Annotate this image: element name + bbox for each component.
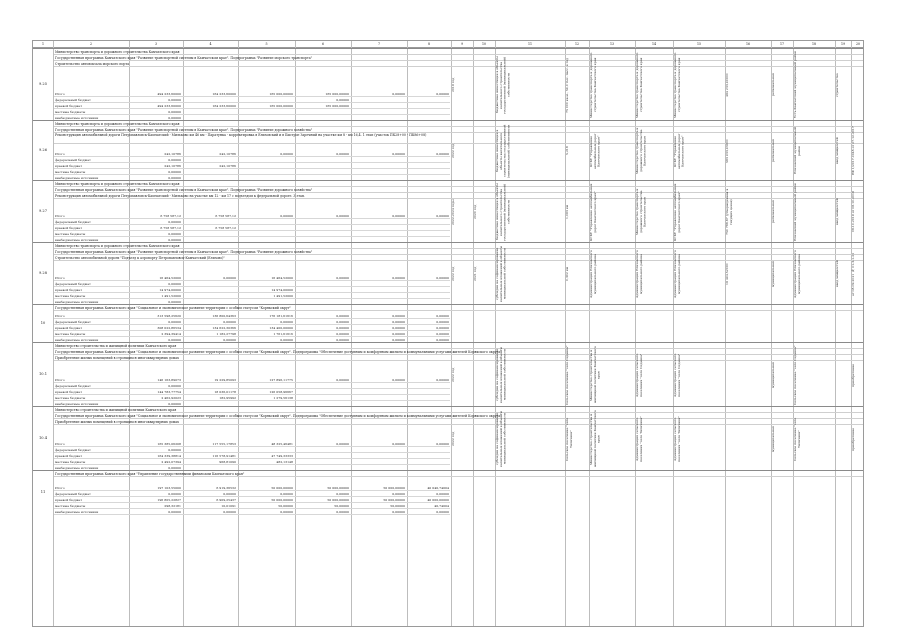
funding-source-label: внебюджетные источники [55, 466, 99, 470]
funding-source-label: местные бюджеты [55, 460, 86, 464]
column-header: 10 [481, 42, 487, 46]
amount-cell: 0,00000 [436, 492, 449, 496]
row-number: 10.1 [38, 372, 47, 376]
amount-cell: 182,95992 [219, 396, 236, 400]
amount-cell: 0,00000 [223, 492, 236, 496]
amount-cell: 494 233,60000 [157, 104, 181, 108]
amount-cell: 0,00000 [336, 338, 349, 342]
row-number: 9.25 [38, 82, 47, 86]
rotated-cell: Администрация Елизовского муниципального района [793, 250, 801, 298]
funding-source-label: Итого [55, 486, 65, 490]
amount-cell: 313 598,25620 [157, 314, 181, 318]
funding-source-label: краевой бюджет [55, 326, 83, 330]
amount-cell: 50,00000 [278, 504, 293, 508]
funding-source-label: внебюджетные источники [55, 116, 99, 120]
amount-cell: 1 279,56138 [273, 396, 293, 400]
funding-source-label: федеральный бюджет [55, 158, 91, 162]
amount-cell: 0,00000 [336, 314, 349, 318]
column-header: 16 [745, 42, 751, 46]
rotated-cell: приобретение [851, 427, 855, 451]
rotated-cell: Усть-Камчатский муниципальный район [793, 51, 797, 119]
program-block [33, 406, 863, 470]
rotated-cell: 750 788,87 (утвержденная в текущих ценах) [725, 188, 733, 236]
rotated-cell: субсидии на софинансирование капитальных вложений в объекты муниципальной собственности [495, 410, 507, 468]
rotated-cell: КГКУ "Управление автомобильных дорог Камчатского края" [589, 183, 597, 241]
column-header: 4 [209, 42, 212, 46]
rotated-cell: субсидии на софинансирование капитальных вложений в объекты муниципальной собственности [495, 346, 507, 404]
funding-source-label: местные бюджеты [55, 110, 86, 114]
amount-cell: 50 000,00000 [327, 486, 349, 490]
row-number: 9.26 [38, 148, 47, 152]
amount-cell: 0,00000 [436, 510, 449, 514]
rotated-cell: региональная [771, 200, 775, 224]
amount-cell: 19 229,85093 [214, 378, 236, 382]
amount-cell: 494 233,60000 [157, 92, 181, 96]
amount-cell: 0,00000 [436, 320, 449, 324]
amount-cell: 0,00000 [336, 276, 349, 280]
rotated-cell: муниципальная [771, 426, 775, 452]
column-header: 11 [527, 42, 533, 46]
rotated-cell: КГКУ "Управление автомобильных дорог Камчатского края" [589, 133, 601, 169]
amount-cell: 242,10786 [219, 152, 236, 156]
amount-cell: 0,00000 [392, 152, 405, 156]
rotated-cell: Администрация Елизовского муниципального района [589, 250, 597, 298]
amount-cell: 0,00000 [392, 332, 405, 336]
amount-cell: 0,00000 [168, 176, 181, 180]
funding-source-label: местные бюджеты [55, 294, 86, 298]
amount-cell: 0,00000 [436, 332, 449, 336]
funding-source-label: внебюджетные источники [55, 510, 99, 514]
amount-cell: 2 462,92023 [161, 396, 181, 400]
amount-cell: 0,00000 [392, 92, 405, 96]
rotated-cell: 08.10.2019 от 08.10.2019 [851, 191, 855, 233]
funding-source-label: краевой бюджет [55, 454, 83, 458]
amount-cell: 0,00000 [223, 338, 236, 342]
rotated-cell: ЕФ 1/2017-0048 от 27.12.2017 [851, 126, 855, 176]
amount-cell: 0,00000 [168, 282, 181, 286]
row-number: 9.27 [38, 209, 47, 213]
object-title: Государственная программа Камчатского края "Управление государственными финансами Камчатского края" [54, 471, 863, 477]
rotated-cell: ввод мощностей [835, 137, 839, 165]
column-header: 1 [41, 42, 45, 46]
amount-cell: 0,00000 [168, 232, 181, 236]
amount-cell: 48 325,46481 [271, 442, 293, 446]
rotated-cell: ввод мощностей [835, 260, 839, 288]
funding-source-label: внебюджетные источники [55, 338, 99, 342]
funding-row [54, 509, 450, 515]
rotated-cell: ввод мощностей [835, 198, 839, 226]
amount-cell: 164 339,38814 [157, 454, 181, 458]
amount-cell: 0,00000 [280, 214, 293, 218]
amount-cell: 308 022,86534 [157, 326, 181, 330]
funding-source-label: федеральный бюджет [55, 448, 91, 452]
amount-cell: 0,00000 [168, 338, 181, 342]
amount-cell: 0,00000 [168, 448, 181, 452]
rotated-cell: Сельское поселение "село Тиличики" [793, 417, 801, 461]
amount-cell: 0,00000 [336, 378, 349, 382]
row-number: 11 [40, 490, 46, 494]
column-header: 12 [574, 42, 580, 46]
program-title: Государственная программа Камчатского края "Развитие транспортной системы в Камчатском крае". Подпрограмма "Развитие морского транспорта" [54, 55, 863, 61]
amount-cell: 0,00000 [336, 152, 349, 156]
row-number: 9.28 [38, 271, 47, 275]
amount-cell: 0,00000 [436, 152, 449, 156]
object-title: Реконструкция автомобильной дороги Петропавловск-Камчатский - Мильково на участке км 12 - км 17 с подъездом к федеральной дороге. 3 этап. [54, 193, 863, 199]
amount-cell: 197 103,55000 [157, 486, 181, 490]
program-block [33, 120, 863, 180]
rotated-cell: 2022 год [451, 367, 455, 383]
rotated-cell: от 08.09.2021 № 01-3-1-21 [851, 252, 855, 296]
column-header: 3 [154, 42, 158, 46]
column-header: 8 [427, 42, 431, 46]
amount-cell: 242,10786 [164, 164, 181, 168]
funding-source-label: федеральный бюджет [55, 220, 91, 224]
ministry-title: Министерство строительства и жилищной политики Камчатского края [54, 343, 863, 349]
amount-cell: 968,81090 [219, 460, 236, 464]
program-title: Государственная программа Камчатского края "Развитие транспортной системы в Камчатском крае". Подпрограмма "Развитие дорожного хозяйства" [54, 249, 863, 255]
rotated-cell: 2021 год [473, 266, 477, 282]
amount-cell: 0,00000 [223, 510, 236, 514]
amount-cell: 117 555,17853 [212, 442, 236, 446]
amount-cell: 0,00000 [280, 338, 293, 342]
funding-source-label: местные бюджеты [55, 504, 86, 508]
column-header: 2 [89, 42, 93, 46]
funding-source-label: внебюджетные источники [55, 176, 99, 180]
ministry-title: Министерство транспорта и дорожного строительства Камчатского края [54, 49, 863, 55]
rotated-cell: 583 633,63000 [725, 139, 729, 163]
rotated-cell: 1,093 км [565, 204, 569, 220]
amount-cell: 50 000,00000 [383, 498, 405, 502]
amount-cell: 0,00000 [280, 320, 293, 324]
rotated-cell: КГКУ "Управление автомобильных дорог Камчатского края" [673, 183, 681, 241]
funding-source-label: Итого [55, 152, 65, 156]
amount-cell: 0,00000 [168, 158, 181, 162]
amount-cell: 6 758 587,12 [215, 214, 236, 218]
rotated-cell: 5,218 [565, 146, 569, 156]
column-header: 15 [696, 42, 702, 46]
amount-cell: 0,00000 [436, 214, 449, 218]
amount-cell: 1 491,52000 [161, 294, 181, 298]
ministry-title: Министерство транспорта и дорожного строительства Камчатского края [54, 121, 863, 127]
column-header: 18 [811, 42, 817, 46]
amount-cell: 18 036,01178 [214, 390, 236, 394]
column-header: 17 [779, 42, 785, 46]
amount-cell: 0,00000 [392, 378, 405, 382]
amount-cell: 165 000,00000 [269, 104, 293, 108]
program-block [33, 48, 863, 120]
amount-cell: 6 758 587,12 [160, 226, 181, 230]
amount-cell: 176 181,61616 [269, 314, 293, 318]
amount-cell: 242,10786 [164, 152, 181, 156]
amount-cell: 146 163,89073 [157, 378, 181, 382]
funding-source-label: Итого [55, 442, 65, 446]
funding-source-label: местные бюджеты [55, 396, 86, 400]
rotated-cell: Министерство транспорта и дорожного строительства Камчатского края [673, 52, 681, 118]
amount-cell: 0,00000 [392, 214, 405, 218]
amount-cell: 50 000,00000 [271, 486, 293, 490]
rotated-cell: Министерство транспорта и дорожного строительства Камчатского края [589, 52, 597, 118]
amount-cell: 1 761,61616 [273, 332, 293, 336]
amount-cell: 0,00000 [392, 510, 405, 514]
amount-cell: 0,00000 [336, 510, 349, 514]
amount-cell: 2 492,07394 [161, 460, 181, 464]
amount-cell: 0,00000 [280, 492, 293, 496]
amount-cell: 6 909,25437 [216, 498, 236, 502]
column-header-row [33, 41, 863, 48]
rotated-cell: Администрация Елизовского муниципального района [635, 250, 643, 298]
amount-cell: 1 182,27798 [216, 332, 236, 336]
rotated-cell: Администрация Елизовского муниципального района [673, 250, 681, 298]
amount-cell: 14 974,00000 [159, 288, 181, 292]
rotated-cell: 2022 год [451, 143, 455, 159]
funding-source-label: федеральный бюджет [55, 98, 91, 102]
amount-cell: 47 749,33333 [271, 454, 293, 458]
funding-source-label: краевой бюджет [55, 498, 83, 502]
rotated-cell: 2020 год [473, 204, 477, 220]
amount-cell: 165 000,00000 [325, 104, 349, 108]
amount-cell: 0,00000 [392, 314, 405, 318]
column-header: 9 [460, 42, 464, 46]
amount-cell: 0,00000 [168, 466, 181, 470]
funding-source-label: краевой бюджет [55, 164, 83, 168]
rotated-cell: субсидии на софинансирование капитальных вложений в объекты муниципальной собственности [495, 245, 507, 303]
amount-cell: 0,00000 [436, 442, 449, 446]
amount-cell: 0,00000 [223, 320, 236, 324]
rotated-cell: бюджетные инвестиции в объекты капитального строительства государственной (муниципальной) собственности [495, 183, 511, 241]
amount-cell: 0,00000 [168, 110, 181, 114]
column-header: 7 [377, 42, 381, 46]
funding-source-label: федеральный бюджет [55, 282, 91, 286]
rotated-cell: 2022 год [451, 266, 455, 282]
column-header: 14 [651, 42, 657, 46]
rotated-cell: региональная [771, 139, 775, 163]
rotated-cell: 2022 год [451, 431, 455, 447]
amount-cell: 0,00000 [168, 510, 181, 514]
program-title: Государственная программа Камчатского края "Развитие транспортной системы в Камчатском крае". Подпрограмма "Развитие дорожного хозяйства" [54, 187, 863, 193]
object-title: Строительство автовокзала морского порта [54, 61, 863, 67]
column-header: 6 [321, 42, 325, 46]
amount-cell: 242,10786 [219, 164, 236, 168]
amount-cell: 0,00000 [168, 384, 181, 388]
amount-cell: 0,00000 [392, 326, 405, 330]
rotated-cell: строительство [835, 73, 839, 97]
funding-source-label: местные бюджеты [55, 332, 86, 336]
amount-cell: 127 896,11775 [269, 378, 293, 382]
funding-source-label: местные бюджеты [55, 170, 86, 174]
amount-cell: 1 491,52000 [273, 294, 293, 298]
amount-cell: 6 919,36532 [216, 486, 236, 490]
amount-cell: 6 758 587,12 [160, 214, 181, 218]
amount-cell: 2 394,39414 [161, 332, 181, 336]
amount-cell: 6 758 587,12 [215, 226, 236, 230]
object-title: Строительство автомобильной дороги "Подъезд к аэропорту Петропавловск-Камчатский (Елизово)" [54, 255, 863, 261]
amount-cell: 0,00000 [436, 338, 449, 342]
amount-cell: 0,00000 [436, 326, 449, 330]
amount-cell: 0,00000 [168, 492, 181, 496]
amount-cell: 50 000,00000 [271, 498, 293, 502]
rotated-cell: 494 233,60000 [725, 73, 729, 97]
program-title: Государственная программа Камчатского края "Развитие транспортной системы в Камчатском крае". Подпрограмма "Развитие дорожного хозяйства" [54, 127, 863, 133]
amount-cell: 0,00000 [280, 152, 293, 156]
rotated-cell: Министерство транспорта и дорожного строительства Камчатского края [635, 52, 643, 118]
funding-source-label: краевой бюджет [55, 390, 83, 394]
amount-cell: 0,00000 [336, 326, 349, 330]
rotated-cell: Администрация сельского поселения "село Тиличики" [673, 416, 681, 462]
amount-cell: 0,00000 [336, 492, 349, 496]
amount-cell: 126 058,96667 [269, 390, 293, 394]
rotated-cell: Министерство транспорта и дорожного строительства Камчатского края [635, 127, 647, 175]
amount-cell: 0,00000 [336, 320, 349, 324]
amount-cell: 40,74004 [434, 504, 449, 508]
ministry-title: Министерство транспорта и дорожного строительства Камчатского края [54, 243, 863, 249]
funding-source-label: местные бюджеты [55, 232, 86, 236]
amount-cell: 14 974,00000 [271, 288, 293, 292]
rotated-cell: КГКУ "Управление автомобильных дорог Камчатского края" [673, 133, 685, 169]
amount-cell: 0,00000 [168, 402, 181, 406]
amount-cell: 144 783,77754 [157, 390, 181, 394]
object-title: Реконструкция автомобильной дороги Петропавловск-Камчатский - Мильково км 46 км - Паратунка - корректировка в Елизовский и в Быстрое Заречный на участке км 8 - км 16,4. 1 этап (участок ПК28+00 - ПК86+08) [54, 133, 863, 144]
amount-cell: 116 578,91481 [212, 454, 236, 458]
funding-source-label: Итого [55, 314, 65, 318]
rotated-cell: приобретение [851, 363, 855, 387]
amount-cell: 165 385,06208 [157, 442, 181, 446]
ministry-title: Министерство строительства и жилищной политики Камчатского края [54, 407, 863, 413]
program-block [33, 304, 863, 342]
rotated-cell: муниципальная [771, 362, 775, 388]
amount-cell: 0,00000 [168, 320, 181, 324]
rotated-cell: муниципальная [771, 261, 775, 287]
funding-source-label: федеральный бюджет [55, 320, 91, 324]
document-table [32, 40, 864, 627]
amount-cell: 165 000,00000 [325, 92, 349, 96]
amount-cell: 50 000,00000 [383, 486, 405, 490]
rotated-cell: 2022-2024 годы [451, 199, 455, 225]
amount-cell: 50,00000 [334, 504, 349, 508]
program-title: Государственная программа Камчатского края "Социальное и экономическое развитие территории с особым статусом "Корякский округ". Подпрограмма "Обеспечение доступным и комфортным жильем и коммунальными услугами жителей Корякского округа" [54, 349, 863, 355]
amount-cell: 134 622,30366 [212, 326, 236, 330]
funding-source-label: Итого [55, 214, 65, 218]
funding-source-label: Итого [55, 276, 65, 280]
amount-cell: 0,00000 [436, 92, 449, 96]
amount-cell: 0,00000 [436, 378, 449, 382]
funding-source-label: краевой бюджет [55, 104, 83, 108]
program-block [33, 470, 863, 514]
funding-source-label: Итого [55, 378, 65, 382]
column-header: 20 [855, 42, 861, 46]
amount-cell: 0,00000 [168, 220, 181, 224]
column-header: 13 [609, 42, 615, 46]
funding-source-label: внебюджетные источники [55, 238, 99, 242]
funding-source-label: федеральный бюджет [55, 492, 91, 496]
rotated-cell: Министерство строительства и жилищной политики Камчатского края [589, 410, 601, 468]
amount-cell: 16 464,52000 [159, 276, 181, 280]
rotated-cell: 0,302 км [565, 266, 569, 282]
amount-cell: 0,00000 [336, 332, 349, 336]
rotated-cell: Министерство транспорта и дорожного строительства Камчатского края [635, 188, 647, 236]
amount-cell: 165 000,00000 [269, 92, 293, 96]
amount-cell: 164 233,60000 [212, 92, 236, 96]
rotated-cell: Сельское поселение "село Тиличики" [565, 417, 573, 461]
rotated-cell: 2019 год [451, 77, 455, 93]
funding-source-label: внебюджетные источники [55, 402, 99, 406]
program-block [33, 242, 863, 304]
ministry-title: Министерство транспорта и дорожного строительства Камчатского края [54, 181, 863, 187]
rotated-cell: 19 464,52000 [725, 263, 729, 285]
column-header: 19 [840, 42, 846, 46]
object-title: Государственная программа Камчатского края "Социальное и экономическое развитие территории с особым статусом "Корякский округ" [54, 305, 863, 311]
amount-cell: 0,00000 [392, 338, 405, 342]
amount-cell: 40 040,74004 [427, 486, 449, 490]
amount-cell: 164 233,60000 [212, 104, 236, 108]
column-header: 5 [265, 42, 268, 46]
amount-cell: 298,32181 [164, 504, 181, 508]
amount-cell: 134 400,00000 [269, 326, 293, 330]
program-title: Государственная программа Камчатского края "Социальное и экономическое развитие территории с особым статусом "Корякский округ". Подпрограмма "Обеспечение доступным и комфортным жильем и коммунальными услугами жителей Корякского округа" [54, 413, 863, 419]
amount-cell: 136 800,64363 [212, 314, 236, 318]
amount-cell: 196 805,22827 [157, 498, 181, 502]
amount-cell: 10,01091 [221, 504, 236, 508]
rotated-cell: Министерство строительства и жилищной политики Камчатского края [589, 346, 601, 404]
funding-source-label: краевой бюджет [55, 288, 83, 292]
amount-cell: 0,00000 [223, 276, 236, 280]
amount-cell: 0,00000 [436, 276, 449, 280]
program-block [33, 180, 863, 242]
funding-source-label: федеральный бюджет [55, 384, 91, 388]
row-number: 10 [40, 321, 46, 325]
rotated-cell: бюджетные инвестиции в объекты капитального строительства государственной (муниципальной) собственности [495, 56, 511, 114]
rotated-cell: Администрация сельского поселения "село Седанка" [635, 353, 643, 397]
amount-cell: 16 464,52000 [271, 276, 293, 280]
amount-cell: 0,00000 [392, 276, 405, 280]
amount-cell: 50 000,00000 [327, 498, 349, 502]
funding-source-label: краевой бюджет [55, 226, 83, 230]
rotated-cell: Сельское поселение "село Седанка" [793, 345, 797, 405]
amount-cell: 0,00000 [436, 314, 449, 318]
amount-cell: 482,13148 [276, 460, 293, 464]
amount-cell: 0,00000 [336, 442, 349, 446]
amount-cell: 0,00000 [168, 238, 181, 242]
rotated-cell: Елизовский муниципальный район [793, 183, 797, 241]
object-title: Приобретение жилых помещений в строящихся многоквартирных домах [54, 419, 863, 425]
rotated-cell: Елизовский муниципальный район [793, 127, 801, 175]
rotated-cell: региональная [771, 73, 775, 97]
amount-cell: 50,00000 [390, 504, 405, 508]
amount-cell: 0,00000 [392, 442, 405, 446]
amount-cell: 0,00000 [392, 492, 405, 496]
amount-cell: 0,00000 [336, 98, 349, 102]
rotated-cell: Сельское поселение "село Седанка" [565, 345, 569, 405]
object-title: Приобретение жилых помещений в строящихся многоквартирных домах [54, 355, 863, 361]
amount-cell: 0,00000 [280, 510, 293, 514]
amount-cell: 0,00000 [168, 98, 181, 102]
amount-cell: 0,00000 [168, 300, 181, 304]
amount-cell: 0,00000 [168, 170, 181, 174]
funding-source-label: внебюджетные источники [55, 300, 99, 304]
amount-cell: 0,00000 [392, 320, 405, 324]
amount-cell: 40 000,00000 [427, 498, 449, 502]
amount-cell: 0,00000 [168, 116, 181, 120]
rotated-cell: Администрация сельского поселения "село Тиличики" [635, 416, 643, 462]
program-block [33, 342, 863, 406]
row-number: 10.4 [38, 436, 47, 440]
rotated-cell: Администрация сельского поселения "село Седанка" [673, 353, 681, 397]
rotated-cell: бюджетные инвестиции в объекты капитального строительства государственной (муниципальной) собственности [495, 124, 511, 178]
rotated-cell: 75 000 кв.м., 56,0 тыс. пасс. в год [565, 57, 569, 113]
funding-source-label: Итого [55, 92, 65, 96]
amount-cell: 0,00000 [336, 214, 349, 218]
